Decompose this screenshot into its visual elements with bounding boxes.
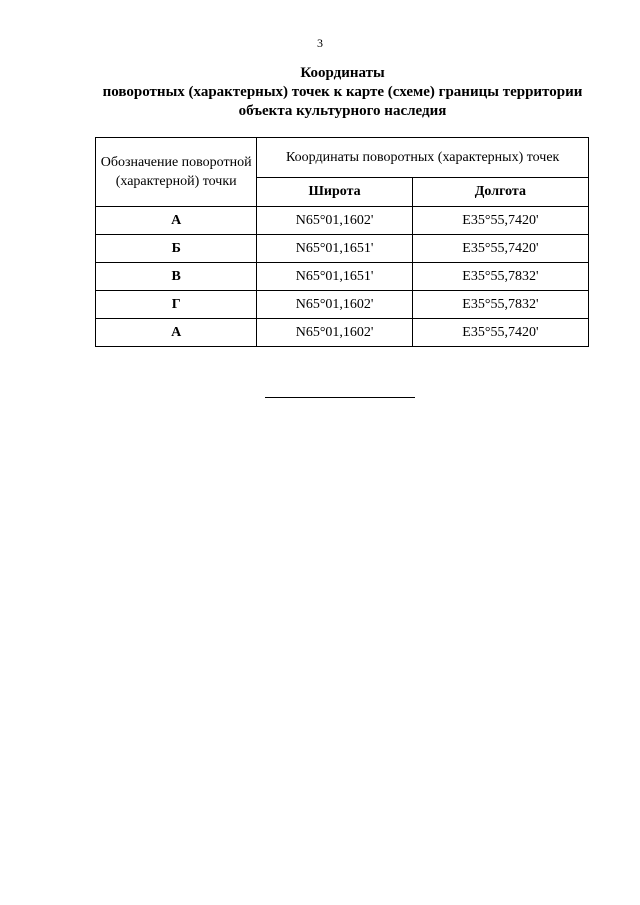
longitude-cell: E35°55,7420'	[412, 207, 588, 235]
title-line-1: Координаты	[300, 65, 385, 81]
longitude-cell: E35°55,7420'	[412, 319, 588, 347]
header-coordinates: Координаты поворотных (характерных) точек	[257, 138, 589, 178]
longitude-cell: E35°55,7420'	[412, 235, 588, 263]
page-number: 3	[317, 36, 323, 50]
header-longitude: Долгота	[412, 178, 588, 207]
point-label: Б	[96, 235, 257, 263]
latitude-cell: N65°01,1651'	[257, 263, 412, 291]
title-line-3: объекта культурного наследия	[238, 103, 447, 119]
latitude-cell: N65°01,1602'	[257, 291, 412, 319]
end-separator-line	[265, 397, 415, 398]
document-title	[80, 64, 605, 121]
coordinates-table	[95, 137, 589, 347]
latitude-cell: N65°01,1602'	[257, 207, 412, 235]
table-row	[96, 235, 589, 263]
header-latitude: Широта	[257, 178, 412, 207]
point-label: А	[96, 207, 257, 235]
latitude-cell: N65°01,1602'	[257, 319, 412, 347]
table-header-row	[96, 138, 589, 178]
point-label: А	[96, 319, 257, 347]
table-row	[96, 263, 589, 291]
longitude-cell: E35°55,7832'	[412, 263, 588, 291]
point-label: Г	[96, 291, 257, 319]
table-row	[96, 207, 589, 235]
longitude-cell: E35°55,7832'	[412, 291, 588, 319]
latitude-cell: N65°01,1651'	[257, 235, 412, 263]
point-label: В	[96, 263, 257, 291]
title-line-2: поворотных (характерных) точек к карте (схеме) границы территории	[102, 84, 583, 100]
table-row	[96, 291, 589, 319]
header-designation: Обозначение поворотной (характерной) точки	[96, 138, 257, 207]
table-row	[96, 319, 589, 347]
